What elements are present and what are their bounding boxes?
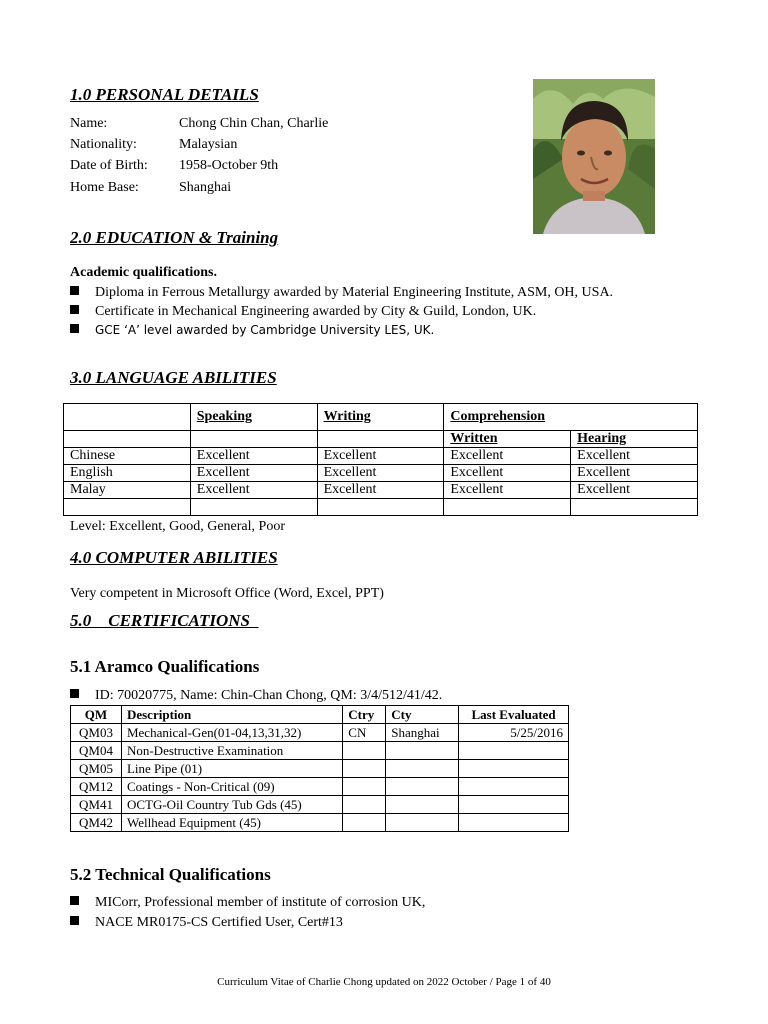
section-heading-certifications: 5.0 CERTIFICATIONS [70,611,259,630]
detail-row-dob [70,158,278,174]
level-note: Level: Excellent, Good, General, Poor [70,519,285,534]
list-item: NACE MR0175-CS Certified User, Cert#13 [70,915,343,931]
table-row: QM05 Line Pipe (01) [71,760,569,778]
detail-label: Name: [70,116,108,131]
language-table [63,403,698,516]
header-written: Written [450,431,498,446]
detail-row-name [70,116,328,132]
detail-label: Date of Birth: [70,158,148,173]
header-writing: Writing [323,409,371,424]
detail-value: Shanghai [179,180,232,195]
table-row: QM41 OCTG-Oil Country Tub Gds (45) [71,796,569,814]
table-header-row [64,404,698,431]
subsection-heading-aramco: 5.1 Aramco Qualifications [70,657,260,676]
table-row: QM42 Wellhead Equipment (45) [71,814,569,832]
list-item: GCE ‘A’ level awarded by Cambridge University LES, UK. [70,323,434,339]
table-header-row: QM Description Ctry Cty Last Evaluated [71,706,569,724]
detail-value: 1958-October 9th [179,158,279,173]
section-heading-computer: 4.0 COMPUTER ABILITIES [70,548,278,567]
bullet-square-icon [70,324,79,333]
computer-text: Very competent in Microsoft Office (Word, Excel, PPT) [70,586,384,601]
header-speaking: Speaking [196,409,253,424]
table-row: QM12 Coatings - Non-Critical (09) [71,778,569,796]
section-heading-personal: 1.0 PERSONAL DETAILS [70,85,259,104]
detail-row-nationality [70,137,237,153]
bullet-square-icon [70,286,79,295]
table-subheader-row [64,431,698,448]
bullet-square-icon [70,916,79,925]
page-footer: Curriculum Vitae of Charlie Chong updated on 2022 October / Page 1 of 40 [217,976,551,988]
bullet-square-icon [70,689,79,698]
detail-label: Nationality: [70,137,137,152]
table-row: Malay Excellent Excellent Excellent Excellent [64,482,698,499]
list-item: MICorr, Professional member of institute of corrosion UK, [70,895,425,911]
detail-value: Chong Chin Chan, Charlie [179,116,329,131]
detail-value: Malaysian [179,137,238,152]
table-empty-row [64,499,698,516]
subsection-heading-technical: 5.2 Technical Qualifications [70,865,271,884]
list-item: Certificate in Mechanical Engineering awarded by City & Guild, London, UK. [70,304,536,320]
header-comprehension: Comprehension [450,409,546,424]
table-row: QM03 Mechanical-Gen(01-04,13,31,32) CN Shanghai 5/25/2016 [71,724,569,742]
subheading-academic: Academic qualifications. [70,265,217,280]
section-heading-education: 2.0 EDUCATION & Training [70,228,279,247]
portrait-image [533,79,655,234]
table-row: Chinese Excellent Excellent Excellent Excellent [64,448,698,465]
aramco-qm-table [70,705,569,832]
table-row: English Excellent Excellent Excellent Excellent [64,465,698,482]
profile-photo [533,79,655,234]
detail-label: Home Base: [70,180,139,195]
detail-row-home-base [70,180,231,196]
section-heading-language: 3.0 LANGUAGE ABILITIES [70,368,277,387]
header-hearing: Hearing [577,431,627,446]
bullet-square-icon [70,305,79,314]
list-item: Diploma in Ferrous Metallurgy awarded by Material Engineering Institute, ASM, OH, USA. [70,285,613,301]
bullet-square-icon [70,896,79,905]
table-row: QM04 Non-Destructive Examination [71,742,569,760]
list-item: ID: 70020775, Name: Chin-Chan Chong, QM: 3/4/512/41/42. [70,688,442,704]
